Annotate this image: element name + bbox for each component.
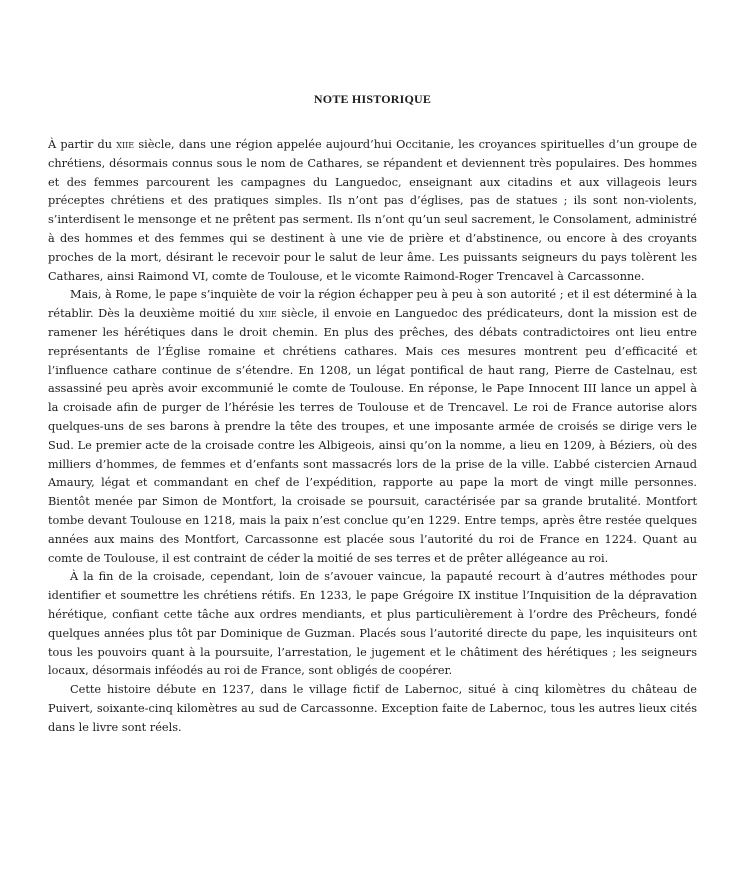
paragraph-2 [48,286,697,568]
paragraph-3: À la fin de la croisade, cependant, loin de s’avouer vaincue, la papauté recourt à d’autres méthodes pour identifier et soumettre les chrétiens rétifs. En 1233, le pape Grégoire IX institue l’Inquisition de la dépravation hérétique, confiant cette tâche aux ordres mendiants, et plus particulièrement à l’ordre des Prêcheurs, fondé quelques années plus tôt par Dominique de Guzman. Placés sous l’autorité directe du pape, les inquisiteurs ont tous les pouvoirs quant à la poursuite, l’arrestation, le jugement et le châtiment des hérétiques ; les seigneurs locaux, désormais inféodés au roi de France, sont obligés de coopérer. [48,570,697,678]
paragraph-2-text-end: siècle, il envoie en Languedoc des prédicateurs, dont la mission est de ramener les hérétiques dans le droit chemin. En plus des prêches, des débats contradictoires ont lieu entre représentants de l’Église romaine et chrétiens cathares. Mais ces mesures montrent peu d’efficacité et l’influence cathare continue de s’étendre. En 1208, un légat pontifical de haut rang, Pierre de Castelnau, est assassiné peu après avoir excommunié le comte de Toulouse. En réponse, le Pape Innocent III lance un appel à la croisade afin de purger de l’hérésie les terres de Toulouse et de Trencavel. Le roi de France autorise alors quelques-uns de ses barons à prendre la tête des troupes, et une imposante armée de croisés se dirige vers le Sud. Le premier acte de la croisade contre les Albigeois, ainsi qu’on la nomme, a lieu en 1209, à Béziers, où des milliers d’hommes, de femmes et d’enfants sont massacrés lors de la prise de la ville. L’abbé cistercien Arnaud Amaury, légat et commandant en chef de l’expédition, rapporte au pape la mort de vingt mille personnes. Bientôt menée par Simon de Montfort, la croisade se poursuit, caractérisée par sa grande brutalité. Montfort tombe devant Toulouse en 1218, mais la paix n’est conclue qu’en 1229. Entre temps, après être restée quelques années aux mains des Montfort, Carcassonne est placée sous l’autorité du roi de France en 1224. Quant au comte de Toulouse, il est contraint de céder la moitié de ses terres et de prêter allégeance au roi. [48,307,697,565]
page-title: NOTE HISTORIQUE [313,92,432,106]
century-numeral: xiie [116,138,135,151]
paragraph-1 [48,136,697,286]
paragraph-1-text-start: À partir du [48,138,117,151]
paragraph-1-text-end: siècle, dans une région appelée aujourd’hui Occitanie, les croyances spirituelles d’un groupe de chrétiens, désormais connus sous le nom de Cathares, se répandent et deviennent très populaires. Des hommes et des femmes parcourent les campagnes du Languedoc, enseignant aux citadins et aux villageois leurs préceptes chrétiens et des pratiques simples. Ils n’ont pas d’églises, pas de statues ; ils sont non-violents, s’interdisent le mensonge et ne prêtent pas serment. Ils n’ont qu’un seul sacrement, le Consolament, administré à des hommes et des femmes qui se destinent à une vie de prière et d’abstinence, ou encore à des croyants proches de la mort, désirant le recevoir pour le salut de leur âme. Les puissants seigneurs du pays tolèrent les Cathares, ainsi Raimond VI, comte de Toulouse, et le vicomte Raimond-Roger Trencavel à Carcassonne. [48,138,697,283]
century-numeral: xiie [258,307,277,321]
document-page [48,92,697,738]
paragraph-4: Cette histoire débute en 1237, dans le village fictif de Labernoc, situé à cinq kilomètres du château de Puivert, soixante-cinq kilomètres au sud de Carcassonne. Exception faite de Labernoc, tous les autres lieux cités dans le livre sont réels. [48,683,697,734]
paragraph-2-text-start: Mais, à Rome, le pape s’inquiète de voir la région échapper peu à peu à son autorité ; et il est déterminé à la rétablir. Dès la deuxième moitié du [48,288,697,321]
